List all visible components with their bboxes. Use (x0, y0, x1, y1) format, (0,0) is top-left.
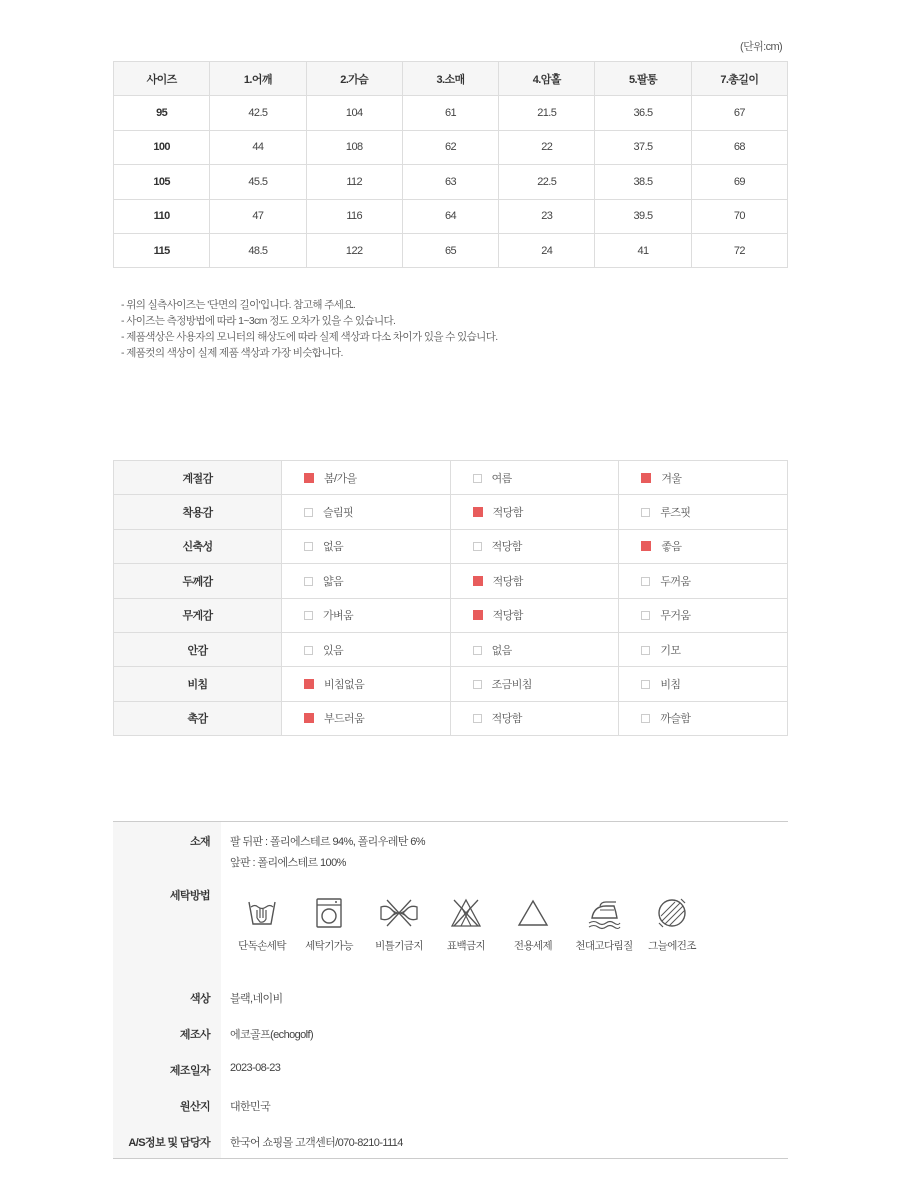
note-line: - 위의 실측사이즈는 '단면의 길이'입니다. 참고해 주세요. (121, 299, 356, 311)
unchecked-box-icon (304, 508, 313, 517)
feel-option-label: 봄/가을 (324, 472, 357, 485)
measure-cell: 47 (210, 199, 306, 233)
feel-option (450, 632, 619, 666)
header-sleeve-width: 5.팔통 (595, 62, 691, 96)
measure-cell: 108 (306, 130, 402, 164)
feel-option-label: 적당함 (491, 713, 522, 726)
feel-option (619, 564, 788, 598)
feel-row (114, 529, 788, 563)
feel-option (450, 667, 619, 701)
feel-option-label: 적당함 (492, 610, 523, 623)
feel-option-label: 없음 (491, 644, 512, 657)
size-cell: 110 (114, 199, 210, 233)
feel-option-label: 비침 (660, 679, 681, 692)
feel-option-label: 겨울 (661, 472, 682, 485)
checked-box-icon (473, 507, 483, 517)
size-row (114, 165, 788, 199)
measure-cell: 24 (499, 233, 595, 267)
feel-option-label: 있음 (323, 644, 344, 657)
feel-row (114, 632, 788, 666)
feel-option (450, 529, 619, 563)
size-row (114, 233, 788, 267)
wash-caption: 세탁기가능 (305, 940, 353, 952)
feel-option (450, 495, 619, 529)
header-size: 사이즈 (114, 62, 210, 96)
feel-option (619, 495, 788, 529)
checked-box-icon (304, 473, 314, 483)
feel-label: 무게감 (114, 598, 282, 632)
measure-cell: 122 (306, 233, 402, 267)
feel-option-label: 무거움 (660, 610, 691, 623)
feel-option-label: 좋음 (661, 541, 682, 554)
size-row (114, 130, 788, 164)
wash-item (636, 896, 708, 953)
maker-value: 에코골프(echogolf) (230, 1029, 314, 1041)
wash-caption: 그늘에건조 (648, 940, 696, 952)
unchecked-box-icon (641, 680, 650, 689)
checked-box-icon (641, 541, 651, 551)
feel-row (114, 701, 788, 735)
unit-label: (단위:cm) (740, 41, 783, 53)
measure-cell: 116 (306, 199, 402, 233)
color-label: 색상 (189, 993, 210, 1005)
unchecked-box-icon (473, 714, 482, 723)
measure-cell: 68 (691, 130, 787, 164)
feel-label: 신축성 (114, 529, 282, 563)
unchecked-box-icon (473, 474, 482, 483)
measure-cell: 22 (499, 130, 595, 164)
wash-item (226, 896, 298, 953)
feel-option (450, 564, 619, 598)
feel-option (282, 667, 451, 701)
measure-cell: 64 (402, 199, 498, 233)
measure-cell: 21.5 (499, 96, 595, 130)
measure-cell: 72 (691, 233, 787, 267)
unchecked-box-icon (304, 611, 313, 620)
feel-option-label: 까슬함 (660, 713, 691, 726)
unchecked-box-icon (304, 542, 313, 551)
feel-option-label: 조금비침 (491, 679, 532, 692)
washing-label: 세탁방법 (169, 890, 210, 902)
as-value: 한국어 쇼핑몰 고객센터/070-8210-1114 (230, 1137, 403, 1149)
size-table (113, 61, 788, 268)
feel-label: 계절감 (114, 461, 282, 495)
wash-caption: 천대고다림질 (575, 940, 633, 952)
measure-cell: 61 (402, 96, 498, 130)
feel-option (619, 529, 788, 563)
feel-option-label: 슬림핏 (323, 507, 354, 520)
feel-option (619, 701, 788, 735)
size-cell: 115 (114, 233, 210, 267)
measure-cell: 69 (691, 165, 787, 199)
checked-box-icon (473, 576, 483, 586)
measure-cell: 112 (306, 165, 402, 199)
unchecked-box-icon (641, 577, 650, 586)
measure-cell: 41 (595, 233, 691, 267)
feel-label: 비침 (114, 667, 282, 701)
origin-value: 대한민국 (230, 1101, 271, 1113)
wash-caption: 비틀기금지 (375, 940, 423, 952)
checked-box-icon (473, 610, 483, 620)
note-line: - 제품색상은 사용자의 모니터의 해상도에 따라 실제 색상과 다소 차이가 있을 수 있습니다. (121, 331, 498, 343)
unchecked-box-icon (641, 714, 650, 723)
feel-label: 착용감 (114, 495, 282, 529)
feel-option (450, 701, 619, 735)
feel-option-label: 적당함 (492, 575, 523, 588)
note-line: - 사이즈는 측정방법에 따라 1~3cm 정도 오차가 있을 수 있습니다. (121, 315, 396, 327)
feel-option-label: 적당함 (492, 507, 523, 520)
feel-row (114, 667, 788, 701)
feel-table (113, 460, 788, 736)
wash-caption: 단독손세탁 (238, 940, 286, 952)
product-info (113, 821, 788, 1159)
wash-item (293, 896, 365, 953)
feel-option-label: 비침없음 (324, 679, 365, 692)
size-table-header-row (114, 62, 788, 96)
as-label: A/S정보 및 담당자 (128, 1137, 210, 1149)
detergent-triangle-icon (516, 896, 550, 930)
measure-cell: 70 (691, 199, 787, 233)
no-bleach-icon (449, 896, 483, 930)
feel-option (282, 529, 451, 563)
origin-label: 원산지 (179, 1101, 210, 1113)
measure-cell: 23 (499, 199, 595, 233)
header-shoulder: 1.어깨 (210, 62, 306, 96)
feel-option (619, 632, 788, 666)
wash-caption: 표백금지 (446, 940, 486, 952)
measure-cell: 36.5 (595, 96, 691, 130)
measure-cell: 44 (210, 130, 306, 164)
feel-option-label: 부드러움 (324, 713, 365, 726)
measure-cell: 45.5 (210, 165, 306, 199)
checked-box-icon (641, 473, 651, 483)
feel-option-label: 적당함 (491, 541, 522, 554)
size-row (114, 96, 788, 130)
feel-label: 촉감 (114, 701, 282, 735)
wash-item (363, 896, 435, 953)
no-wring-icon (379, 896, 419, 930)
feel-option (282, 495, 451, 529)
feel-option-label: 없음 (323, 541, 344, 554)
size-cell: 105 (114, 165, 210, 199)
measure-cell: 62 (402, 130, 498, 164)
hand-wash-icon (245, 896, 279, 930)
unchecked-box-icon (473, 646, 482, 655)
feel-option (619, 598, 788, 632)
size-cell: 100 (114, 130, 210, 164)
feel-option (282, 461, 451, 495)
feel-row (114, 598, 788, 632)
measure-cell: 48.5 (210, 233, 306, 267)
wash-item (430, 896, 502, 953)
header-armhole: 4.암홀 (499, 62, 595, 96)
washing-machine-icon (312, 896, 346, 930)
feel-option (282, 632, 451, 666)
feel-option-label: 루즈핏 (660, 507, 691, 520)
wash-caption: 전용세제 (513, 940, 553, 952)
feel-option-label: 가벼움 (323, 610, 354, 623)
checked-box-icon (304, 713, 314, 723)
feel-label: 안감 (114, 632, 282, 666)
material-line-2: 앞판 : 폴리에스테르 100% (230, 857, 346, 869)
measure-cell: 67 (691, 96, 787, 130)
date-value: 2023-08-23 (230, 1062, 281, 1074)
unchecked-box-icon (473, 542, 482, 551)
measure-cell: 65 (402, 233, 498, 267)
feel-row (114, 495, 788, 529)
feel-option (450, 598, 619, 632)
unchecked-box-icon (641, 646, 650, 655)
feel-option-label: 여름 (491, 472, 512, 485)
header-total-length: 7.총길이 (691, 62, 787, 96)
measure-cell: 39.5 (595, 199, 691, 233)
unchecked-box-icon (473, 680, 482, 689)
feel-option-label: 얇음 (323, 575, 344, 588)
measure-cell: 38.5 (595, 165, 691, 199)
unchecked-box-icon (641, 508, 650, 517)
color-value: 블랙,네이비 (230, 993, 283, 1005)
measure-cell: 104 (306, 96, 402, 130)
material-line-1: 팔 뒤판 : 폴리에스테르 94%, 폴리우레탄 6% (230, 836, 425, 848)
size-row (114, 199, 788, 233)
material-label: 소재 (189, 836, 210, 848)
unchecked-box-icon (304, 577, 313, 586)
feel-option-label: 두꺼움 (660, 575, 691, 588)
feel-option (619, 461, 788, 495)
shade-dry-icon (655, 896, 689, 930)
header-sleeve: 3.소매 (402, 62, 498, 96)
note-line: - 제품컷의 색상이 실제 제품 색상과 가장 비슷합니다. (121, 347, 343, 359)
feel-option (282, 701, 451, 735)
measure-cell: 22.5 (499, 165, 595, 199)
unchecked-box-icon (304, 646, 313, 655)
feel-option (450, 461, 619, 495)
wash-item (497, 896, 569, 953)
date-label: 제조일자 (169, 1065, 210, 1077)
header-chest: 2.가슴 (306, 62, 402, 96)
measure-cell: 37.5 (595, 130, 691, 164)
feel-option (619, 667, 788, 701)
checked-box-icon (304, 679, 314, 689)
size-notes (121, 297, 498, 361)
wash-item (568, 896, 640, 953)
unchecked-box-icon (641, 611, 650, 620)
feel-option (282, 598, 451, 632)
feel-option-label: 기모 (660, 644, 681, 657)
maker-label: 제조사 (179, 1029, 210, 1041)
feel-label: 두께감 (114, 564, 282, 598)
measure-cell: 63 (402, 165, 498, 199)
iron-cloth-icon (586, 896, 622, 930)
feel-row (114, 461, 788, 495)
measure-cell: 42.5 (210, 96, 306, 130)
feel-row (114, 564, 788, 598)
feel-option (282, 564, 451, 598)
size-cell: 95 (114, 96, 210, 130)
